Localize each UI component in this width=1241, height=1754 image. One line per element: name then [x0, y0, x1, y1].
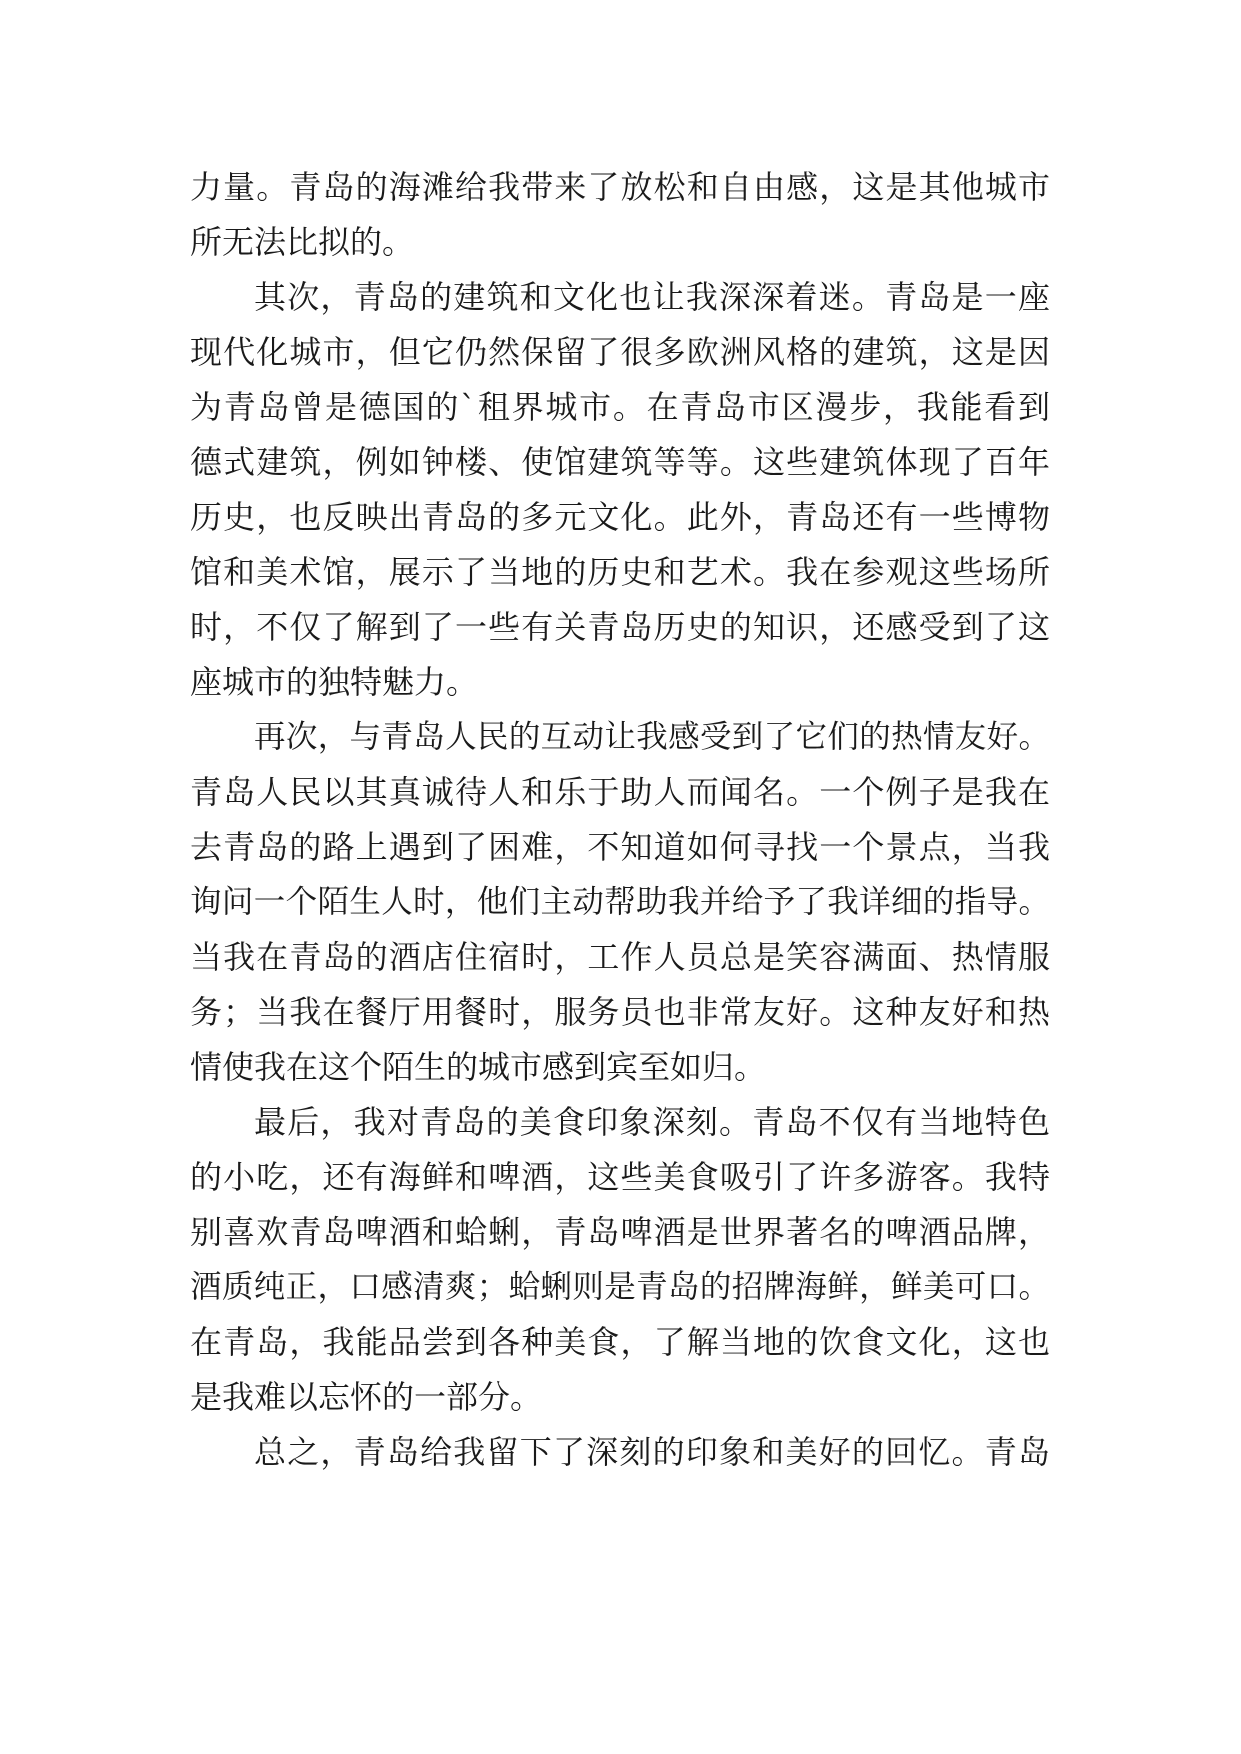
text-line: 青岛人民以其真诚待人和乐于助人而闻名。一个例子是我在 [190, 773, 1050, 811]
text-line: 馆和美术馆，展示了当地的历史和艺术。我在参观这些场所 [190, 553, 1050, 591]
text-line: 现代化城市，但它仍然保留了很多欧洲风格的建筑，这是因 [190, 333, 1050, 371]
text-line: 询问一个陌生人时，他们主动帮助我并给予了我详细的指导。 [190, 884, 1050, 920]
text-line: 最后，我对青岛的美食印象深刻。青岛不仅有当地特色 [254, 1103, 1050, 1141]
text-line: 务；当我在餐厅用餐时，服务员也非常友好。这种友好和热 [190, 993, 1050, 1031]
text-line: 总之，青岛给我留下了深刻的印象和美好的回忆。青岛 [254, 1433, 1050, 1471]
text-line: 别喜欢青岛啤酒和蛤蜊，青岛啤酒是世界著名的啤酒品牌， [190, 1213, 1050, 1251]
text-line: 情使我在这个陌生的城市感到宾至如归。 [190, 1048, 767, 1086]
text-line: 的小吃，还有海鲜和啤酒，这些美食吸引了许多游客。我特 [190, 1158, 1050, 1196]
text-line: 是我难以忘怀的一部分。 [190, 1378, 543, 1416]
text-line: 为青岛曾是德国的`租界城市。在青岛市区漫步，我能看到 [190, 388, 1050, 426]
text-line: 历史，也反映出青岛的多元文化。此外，青岛还有一些博物 [190, 498, 1050, 536]
text-line: 酒质纯正，口感清爽；蛤蜊则是青岛的招牌海鲜，鲜美可口。 [190, 1269, 1050, 1305]
text-line: 所无法比拟的。 [190, 223, 415, 261]
text-line: 座城市的独特魅力。 [190, 663, 479, 701]
text-line: 再次，与青岛人民的互动让我感受到了它们的热情友好。 [254, 719, 1050, 755]
text-line: 当我在青岛的酒店住宿时，工作人员总是笑容满面、热情服 [190, 938, 1050, 976]
document-body [190, 160, 1050, 1480]
text-line: 德式建筑，例如钟楼、使馆建筑等等。这些建筑体现了百年 [190, 443, 1050, 481]
text-line: 时，不仅了解到了一些有关青岛历史的知识，还感受到了这 [190, 608, 1050, 646]
text-line: 其次，青岛的建筑和文化也让我深深着迷。青岛是一座 [254, 278, 1050, 316]
text-line: 去青岛的路上遇到了困难，不知道如何寻找一个景点，当我 [190, 828, 1050, 866]
text-line: 力量。青岛的海滩给我带来了放松和自由感，这是其他城市 [190, 168, 1050, 206]
text-line: 在青岛，我能品尝到各种美食，了解当地的饮食文化，这也 [190, 1323, 1050, 1361]
